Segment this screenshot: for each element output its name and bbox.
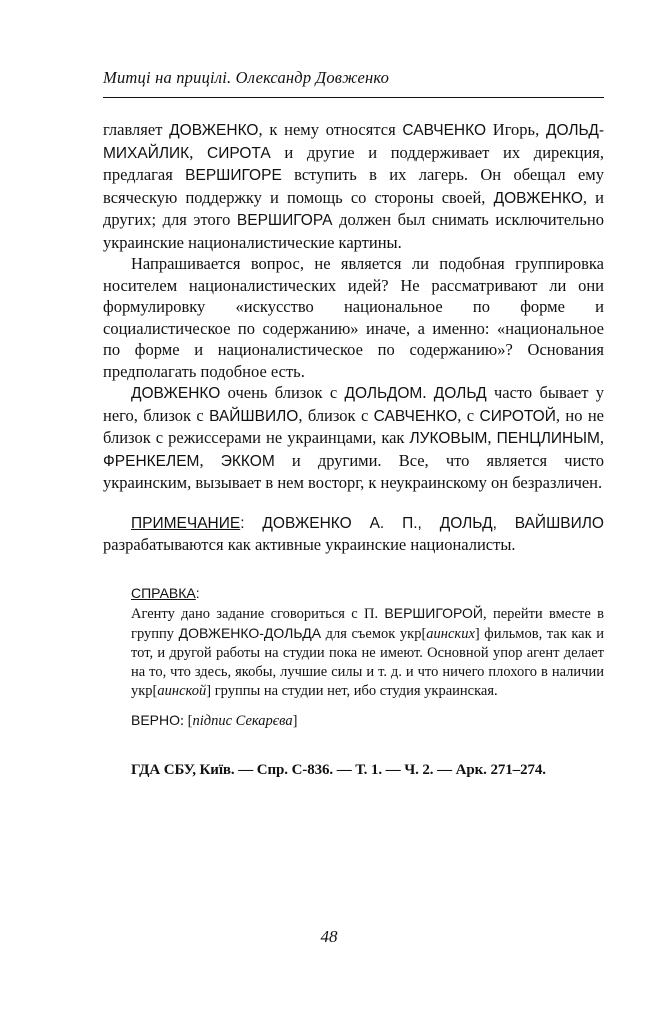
name-run: САВЧЕНКО — [373, 407, 458, 425]
name-run: САВЧЕНКО — [402, 122, 487, 139]
editorial-insert: аинской — [157, 683, 207, 699]
text-run: Агенту дано задание сговориться с П. — [131, 606, 385, 622]
name-run: ДОВЖЕНКО А. П., ДОЛЬД, ВАЙШВИЛО — [262, 514, 604, 532]
text-run: , — [487, 428, 497, 447]
name-run: ЭККОМ — [220, 452, 275, 470]
header-divider — [103, 97, 604, 98]
reference-label: СПРАВКА — [131, 585, 196, 601]
name-run: ДОЛЬД-МИХАЙЛИК — [103, 122, 604, 162]
text-run: главляет — [103, 120, 170, 139]
name-run: ФРЕНКЕЛЕМ — [103, 452, 200, 470]
text-run: ] — [292, 713, 298, 729]
editorial-insert: аинских — [426, 626, 475, 642]
paragraph-1 — [103, 119, 604, 253]
name-run: ВАЙШВИЛО — [209, 407, 299, 425]
source-citation: ГДА СБУ, Київ. — Спр. С-836. — Т. 1. — Ч. 2. — Арк. 271–274. — [131, 762, 546, 778]
text-run: , перейти вместе в группу — [131, 606, 604, 642]
text-run: , но не близок с режиссерами не украинцами, как — [103, 405, 605, 447]
page-number: 48 — [320, 927, 338, 946]
note-label: ПРИМЕЧАНИЕ — [131, 514, 241, 532]
name-run: ЛУКОВЫМ — [409, 430, 488, 447]
text-run: : — [240, 514, 263, 532]
verification-label: ВЕРНО — [131, 712, 181, 728]
name-run: ПЕНЦЛИНЫМ — [496, 430, 600, 447]
name-run: ДОВЖЕНКО — [131, 385, 221, 402]
name-run: ДОВЖЕНКО — [169, 122, 259, 139]
text-run: ] фильмов, так как и тот, и другой работы на студии пока не имеют. Основной упор агент делает на то, что здесь, якобы, лучшие силы и т. д. и что ничего плохого в наличии укр[ — [131, 626, 604, 699]
text-run: , к нему относятся — [258, 120, 403, 139]
name-run: ВЕРШИГОРОЙ — [384, 605, 483, 621]
reference-label-line — [131, 584, 604, 604]
text-run: для съемок укр[ — [321, 626, 427, 642]
name-run: ДОВЖЕНКО — [493, 189, 583, 207]
text-run: , и других; для этого — [103, 187, 604, 229]
paragraph-3 — [103, 382, 604, 494]
reference-block — [131, 584, 604, 731]
text-run: , — [199, 450, 221, 470]
text-run: : — [195, 585, 200, 601]
verification-line — [131, 711, 604, 731]
name-run: ВЕРШИГОРЕ — [185, 167, 282, 184]
text-run: вступить в их лагерь. Он обещал ему всяческую поддержку и помощь со стороны своей, — [103, 165, 604, 207]
text-run: , — [599, 428, 604, 447]
text-run: часто бывает у него, близок с — [103, 383, 604, 425]
name-run: СИРОТА — [207, 144, 271, 162]
text-run: Игорь, — [486, 120, 546, 139]
name-run: ДОЛЬДОМ — [344, 385, 423, 402]
signature-note: підпис Секарєва — [192, 713, 293, 729]
text-run: и другими. Все, что является чисто украинским, вызывает в нем восторг, к неукраинскому он безразличен. — [103, 450, 604, 492]
name-run: ДОЛЬД — [433, 385, 487, 402]
text-run: : [ — [180, 713, 193, 729]
text-run: , — [189, 142, 208, 162]
running-title: Митці на прицілі. Олександр Довженко — [103, 68, 390, 87]
name-run: ДОВЖЕНКО-ДОЛЬДА — [178, 625, 322, 641]
reference-text — [131, 604, 604, 701]
text-run: разрабатываются как активные украинские националисты. — [103, 535, 516, 554]
name-run: ВЕРШИГОРА — [236, 212, 333, 229]
paragraph-2: Напрашивается вопрос, не является ли подобная группировка носителем националистических идей? Не рассматривают ли они формулировку «искусство национальное по форме и социалистическое по содержанию» иначе, а именно: «национальное по форме и националистическое по содержанию»? Основания предполагать подобное есть. — [103, 254, 604, 381]
text-run: ] группы на студии нет, ибо студия украинская. — [206, 683, 498, 699]
note-paragraph — [103, 512, 604, 556]
text-run: и другие и поддерживает их дирекция, предлагая — [103, 142, 604, 184]
text-run: . — [422, 383, 434, 402]
text-run: должен был снимать исключительно украинские националистические картины. — [103, 210, 604, 252]
name-run: СИРОТОЙ — [479, 407, 556, 425]
text-run: очень близок с — [220, 383, 345, 402]
text-run: , близок с — [298, 405, 374, 425]
text-run: , с — [457, 405, 480, 425]
main-text — [103, 119, 604, 556]
